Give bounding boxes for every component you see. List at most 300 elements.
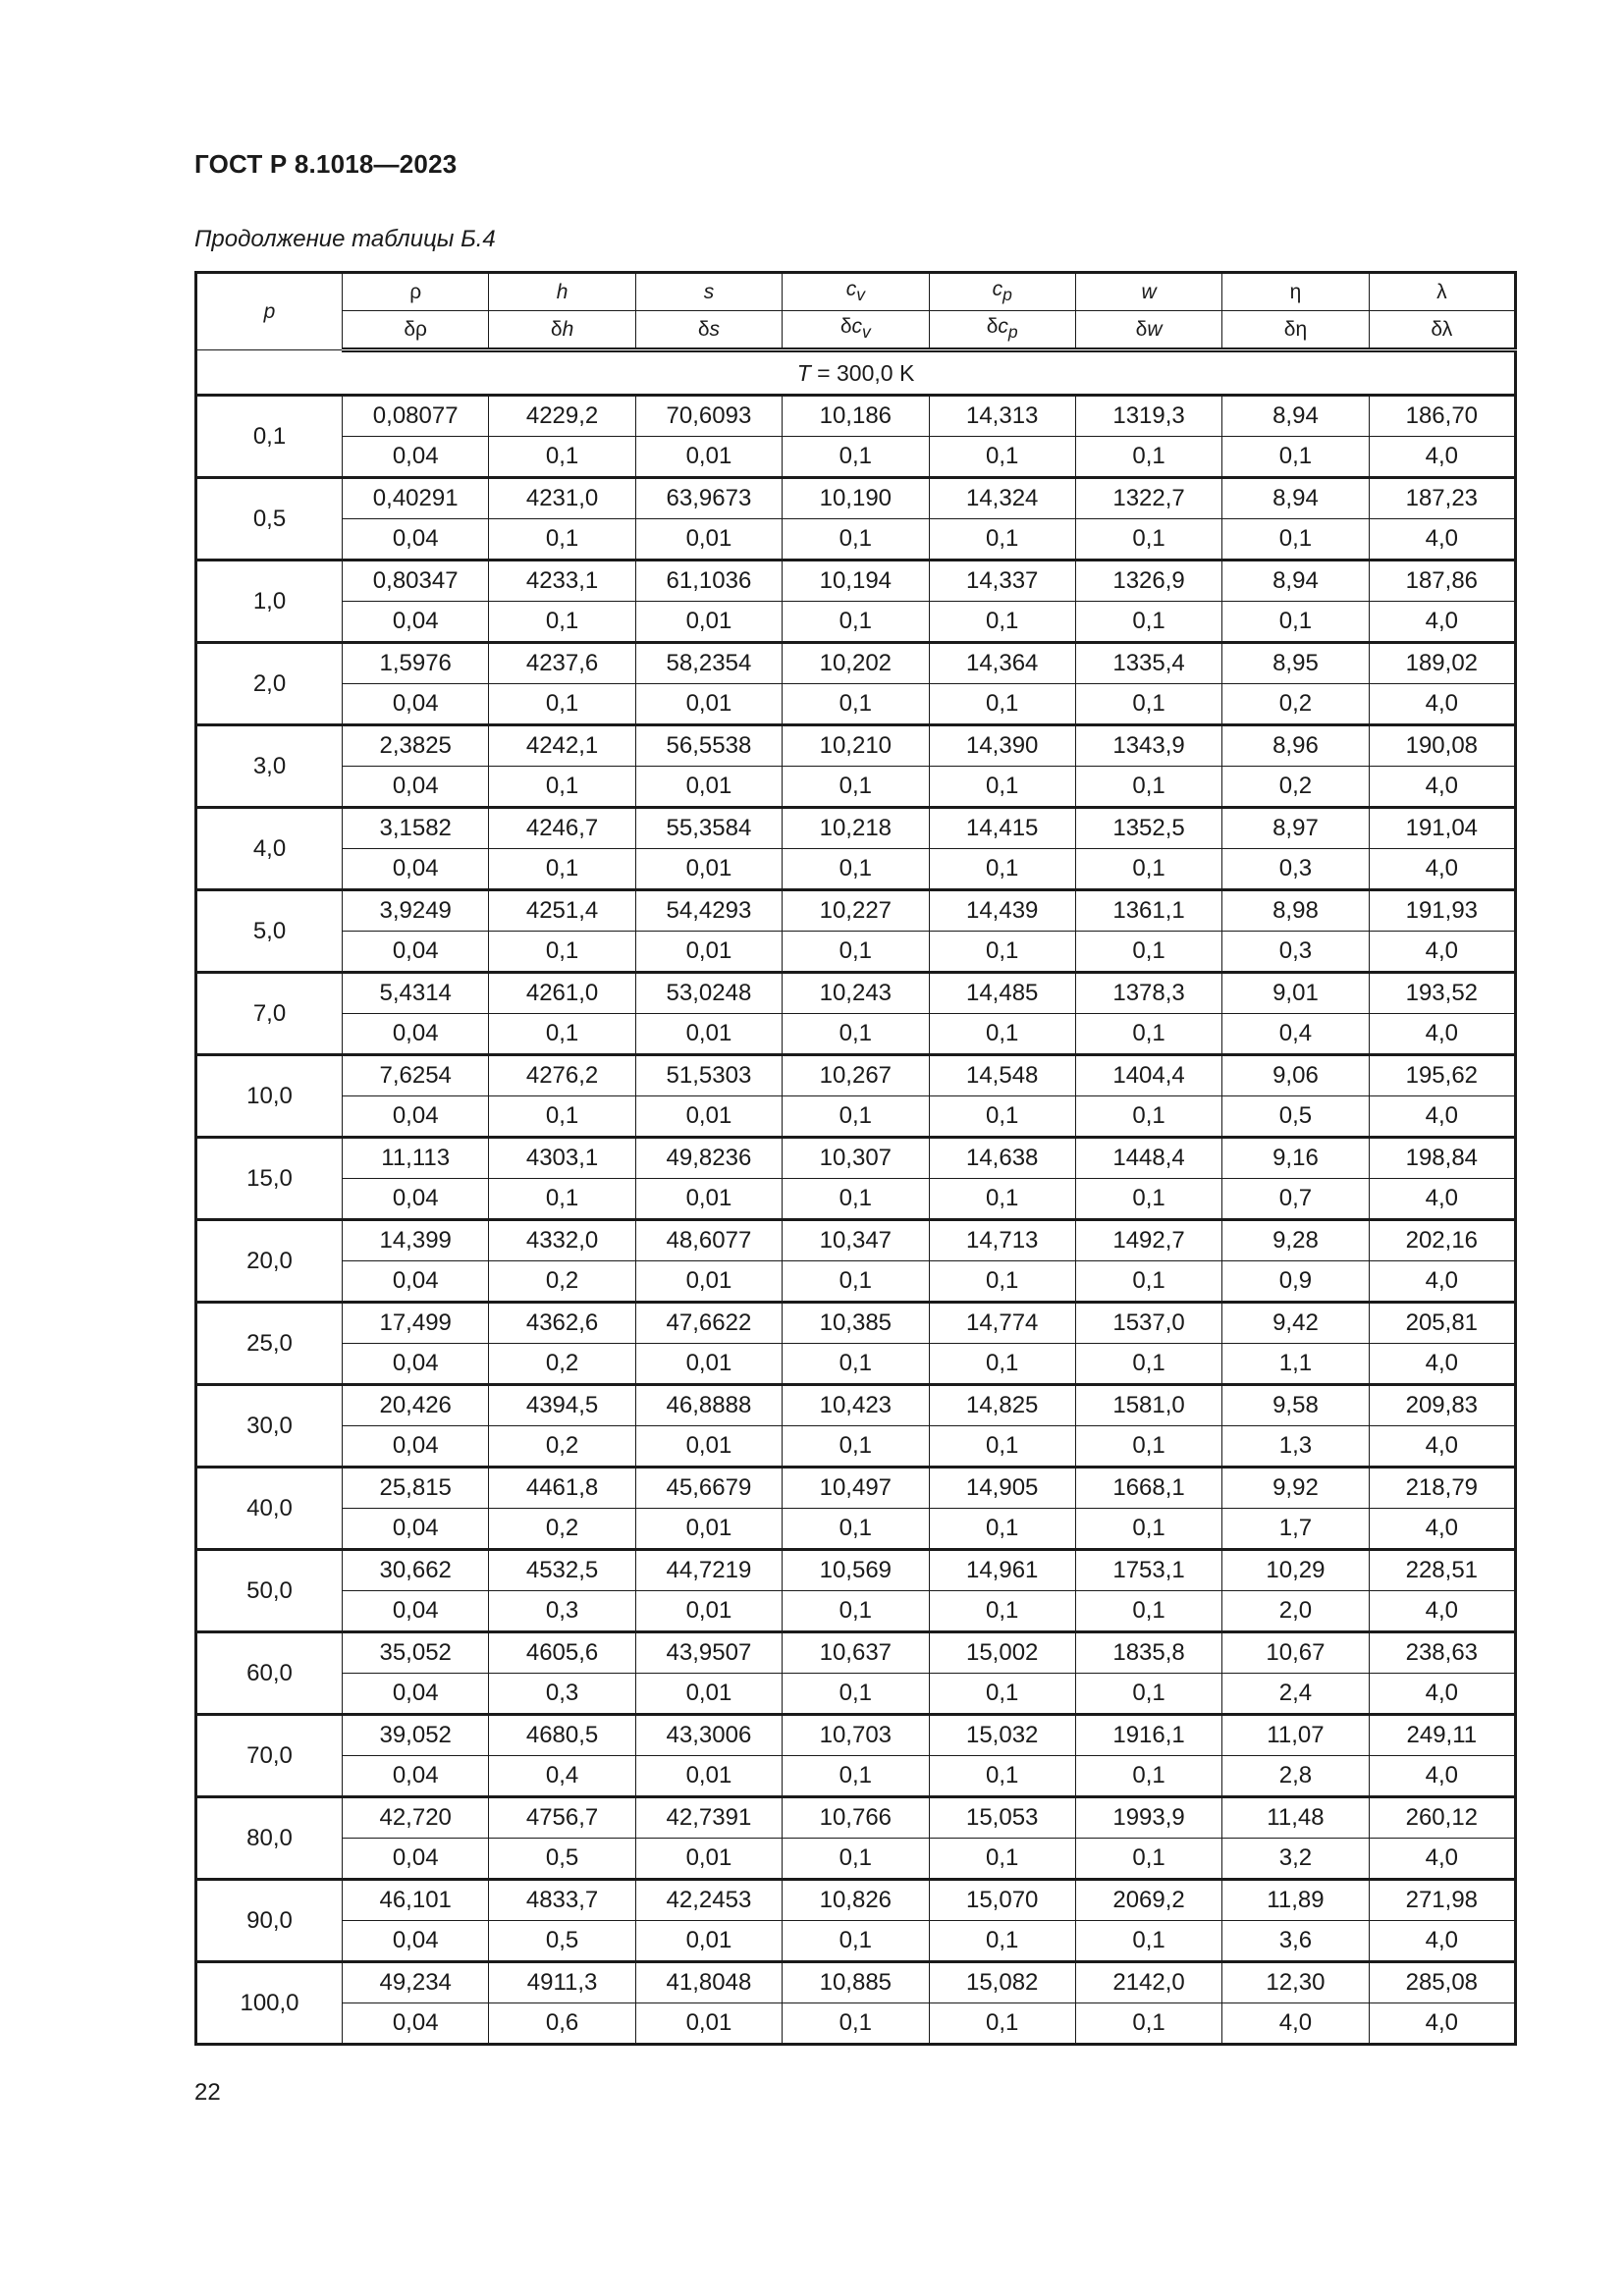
table-row-uncertainty: [196, 1096, 1516, 1138]
uncertainty-cell: 0,04: [343, 2003, 489, 2045]
pressure-cell: 15,0: [196, 1138, 343, 1220]
uncertainty-cell: 0,1: [929, 437, 1075, 478]
table-row: [196, 808, 1516, 849]
uncertainty-cell: 0,01: [635, 1344, 782, 1385]
value-cell: 9,28: [1222, 1220, 1369, 1261]
uncertainty-cell: 0,01: [635, 1096, 782, 1138]
uncertainty-cell: 0,1: [1075, 519, 1221, 561]
table-row-uncertainty: [196, 1674, 1516, 1715]
page-number: 22: [194, 2079, 221, 2106]
uncertainty-cell: 0,2: [489, 1426, 635, 1468]
uncertainty-cell: 0,1: [1075, 1591, 1221, 1632]
value-cell: 0,40291: [343, 478, 489, 519]
table-row: [196, 890, 1516, 932]
uncertainty-cell: 0,01: [635, 849, 782, 890]
value-cell: 10,347: [783, 1220, 929, 1261]
uncertainty-cell: 0,1: [1075, 1921, 1221, 1962]
value-cell: 11,113: [343, 1138, 489, 1179]
value-cell: 4680,5: [489, 1715, 635, 1756]
value-cell: 42,7391: [635, 1797, 782, 1839]
value-cell: 39,052: [343, 1715, 489, 1756]
document-code: ГОСТ Р 8.1018—2023: [194, 149, 458, 179]
uncertainty-cell: 0,6: [489, 2003, 635, 2045]
table-row-uncertainty: [196, 849, 1516, 890]
value-cell: 63,9673: [635, 478, 782, 519]
uncertainty-cell: 4,0: [1369, 519, 1515, 561]
uncertainty-cell: 0,04: [343, 1179, 489, 1220]
value-cell: 4251,4: [489, 890, 635, 932]
value-cell: 0,80347: [343, 561, 489, 602]
table-row-uncertainty: [196, 684, 1516, 725]
uncertainty-cell: 0,01: [635, 1509, 782, 1550]
uncertainty-cell: 0,04: [343, 1674, 489, 1715]
uncertainty-cell: 0,1: [489, 1179, 635, 1220]
uncertainty-cell: 4,0: [1369, 1674, 1515, 1715]
uncertainty-cell: 1,1: [1222, 1344, 1369, 1385]
uncertainty-cell: 0,04: [343, 1096, 489, 1138]
value-cell: 8,98: [1222, 890, 1369, 932]
uncertainty-cell: 0,1: [1075, 2003, 1221, 2045]
table-row: [196, 396, 1516, 437]
value-cell: 56,5538: [635, 725, 782, 767]
value-cell: 1668,1: [1075, 1468, 1221, 1509]
uncertainty-cell: 0,1: [783, 1179, 929, 1220]
uncertainty-cell: 4,0: [1369, 1344, 1515, 1385]
uncertainty-cell: 0,2: [1222, 767, 1369, 808]
value-cell: 10,637: [783, 1632, 929, 1674]
table-row: [196, 478, 1516, 519]
value-cell: 53,0248: [635, 973, 782, 1014]
uncertainty-cell: 0,2: [489, 1261, 635, 1303]
value-cell: 70,6093: [635, 396, 782, 437]
uncertainty-cell: 0,1: [783, 1014, 929, 1055]
uncertainty-cell: 0,1: [929, 1839, 1075, 1880]
header-pressure: p: [196, 273, 343, 350]
table-row-uncertainty: [196, 1344, 1516, 1385]
value-cell: 1361,1: [1075, 890, 1221, 932]
temperature-band-row: [196, 350, 1516, 396]
value-cell: 190,08: [1369, 725, 1515, 767]
uncertainty-cell: 0,1: [783, 849, 929, 890]
uncertainty-cell: 0,1: [1075, 849, 1221, 890]
value-cell: 4461,8: [489, 1468, 635, 1509]
value-cell: 10,190: [783, 478, 929, 519]
value-cell: 4394,5: [489, 1385, 635, 1426]
value-cell: 9,58: [1222, 1385, 1369, 1426]
value-cell: 228,51: [1369, 1550, 1515, 1591]
uncertainty-cell: 4,0: [1369, 1509, 1515, 1550]
uncertainty-cell: 0,3: [1222, 932, 1369, 973]
table-row: [196, 1550, 1516, 1591]
pressure-cell: 70,0: [196, 1715, 343, 1797]
value-cell: 2069,2: [1075, 1880, 1221, 1921]
value-cell: 14,774: [929, 1303, 1075, 1344]
value-cell: 187,23: [1369, 478, 1515, 519]
value-cell: 14,485: [929, 973, 1075, 1014]
value-cell: 1322,7: [1075, 478, 1221, 519]
value-cell: 10,826: [783, 1880, 929, 1921]
value-cell: 249,11: [1369, 1715, 1515, 1756]
uncertainty-cell: 0,01: [635, 2003, 782, 2045]
uncertainty-cell: 0,04: [343, 1756, 489, 1797]
value-cell: 11,07: [1222, 1715, 1369, 1756]
value-cell: 1335,4: [1075, 643, 1221, 684]
uncertainty-cell: 4,0: [1369, 437, 1515, 478]
table-row-uncertainty: [196, 1261, 1516, 1303]
value-cell: 191,93: [1369, 890, 1515, 932]
value-cell: 14,825: [929, 1385, 1075, 1426]
table-row-uncertainty: [196, 2003, 1516, 2045]
value-cell: 10,243: [783, 973, 929, 1014]
uncertainty-cell: 4,0: [1369, 2003, 1515, 2045]
value-cell: 238,63: [1369, 1632, 1515, 1674]
table-row-uncertainty: [196, 932, 1516, 973]
table-row: [196, 1962, 1516, 2003]
uncertainty-cell: 2,4: [1222, 1674, 1369, 1715]
uncertainty-cell: 0,2: [1222, 684, 1369, 725]
value-cell: 4532,5: [489, 1550, 635, 1591]
pressure-cell: 5,0: [196, 890, 343, 973]
uncertainty-cell: 0,01: [635, 1921, 782, 1962]
uncertainty-cell: 0,1: [929, 1591, 1075, 1632]
table-row-uncertainty: [196, 437, 1516, 478]
value-cell: 42,720: [343, 1797, 489, 1839]
table-row-uncertainty: [196, 602, 1516, 643]
value-cell: 46,8888: [635, 1385, 782, 1426]
value-cell: 1343,9: [1075, 725, 1221, 767]
uncertainty-cell: 0,1: [1075, 1096, 1221, 1138]
table-row-uncertainty: [196, 1426, 1516, 1468]
value-cell: 9,42: [1222, 1303, 1369, 1344]
header-unc-0: δρ: [343, 311, 489, 350]
uncertainty-cell: 0,1: [783, 1839, 929, 1880]
uncertainty-cell: 0,1: [929, 1756, 1075, 1797]
header-unc-2: δs: [635, 311, 782, 350]
value-cell: 14,415: [929, 808, 1075, 849]
uncertainty-cell: 0,4: [1222, 1014, 1369, 1055]
uncertainty-cell: 0,1: [783, 1344, 929, 1385]
uncertainty-cell: 0,5: [489, 1839, 635, 1880]
uncertainty-cell: 4,0: [1369, 932, 1515, 973]
value-cell: 14,961: [929, 1550, 1075, 1591]
value-cell: 186,70: [1369, 396, 1515, 437]
pressure-cell: 0,5: [196, 478, 343, 561]
value-cell: 1319,3: [1075, 396, 1221, 437]
temperature-band-label: T = 300,0 K: [196, 350, 1516, 396]
value-cell: 10,423: [783, 1385, 929, 1426]
table-row: [196, 1055, 1516, 1096]
uncertainty-cell: 0,01: [635, 1014, 782, 1055]
uncertainty-cell: 4,0: [1369, 1591, 1515, 1632]
uncertainty-cell: 0,1: [783, 1509, 929, 1550]
value-cell: 10,497: [783, 1468, 929, 1509]
table-row-uncertainty: [196, 767, 1516, 808]
table-row: [196, 1797, 1516, 1839]
pressure-cell: 20,0: [196, 1220, 343, 1303]
value-cell: 4276,2: [489, 1055, 635, 1096]
uncertainty-cell: 0,1: [783, 767, 929, 808]
value-cell: 14,390: [929, 725, 1075, 767]
value-cell: 4242,1: [489, 725, 635, 767]
value-cell: 205,81: [1369, 1303, 1515, 1344]
uncertainty-cell: 0,01: [635, 1674, 782, 1715]
value-cell: 1993,9: [1075, 1797, 1221, 1839]
uncertainty-cell: 0,1: [929, 1179, 1075, 1220]
value-cell: 3,1582: [343, 808, 489, 849]
pressure-cell: 0,1: [196, 396, 343, 478]
value-cell: 10,307: [783, 1138, 929, 1179]
uncertainty-cell: 0,1: [1075, 602, 1221, 643]
uncertainty-cell: 0,1: [929, 1426, 1075, 1468]
value-cell: 10,703: [783, 1715, 929, 1756]
uncertainty-cell: 0,1: [783, 2003, 929, 2045]
value-cell: 195,62: [1369, 1055, 1515, 1096]
table-row: [196, 1220, 1516, 1261]
uncertainty-cell: 0,04: [343, 1839, 489, 1880]
value-cell: 260,12: [1369, 1797, 1515, 1839]
value-cell: 4229,2: [489, 396, 635, 437]
table-row: [196, 1385, 1516, 1426]
value-cell: 209,83: [1369, 1385, 1515, 1426]
uncertainty-cell: 0,3: [489, 1674, 635, 1715]
value-cell: 202,16: [1369, 1220, 1515, 1261]
uncertainty-cell: 0,1: [929, 684, 1075, 725]
table-caption: Продолжение таблицы Б.4: [194, 226, 496, 252]
value-cell: 1581,0: [1075, 1385, 1221, 1426]
value-cell: 4833,7: [489, 1880, 635, 1921]
header-value-6: η: [1222, 273, 1369, 311]
table-row-uncertainty: [196, 1509, 1516, 1550]
uncertainty-cell: 0,04: [343, 1591, 489, 1632]
value-cell: 8,96: [1222, 725, 1369, 767]
value-cell: 4332,0: [489, 1220, 635, 1261]
value-cell: 49,8236: [635, 1138, 782, 1179]
uncertainty-cell: 0,1: [929, 519, 1075, 561]
pressure-cell: 2,0: [196, 643, 343, 725]
value-cell: 51,5303: [635, 1055, 782, 1096]
uncertainty-cell: 0,2: [489, 1509, 635, 1550]
uncertainty-cell: 0,1: [783, 1096, 929, 1138]
value-cell: 10,227: [783, 890, 929, 932]
uncertainty-cell: 0,1: [929, 932, 1075, 973]
value-cell: 14,905: [929, 1468, 1075, 1509]
uncertainty-cell: 0,1: [1075, 1509, 1221, 1550]
uncertainty-cell: 0,01: [635, 1839, 782, 1880]
value-cell: 8,94: [1222, 396, 1369, 437]
value-cell: 1492,7: [1075, 1220, 1221, 1261]
uncertainty-cell: 4,0: [1369, 1096, 1515, 1138]
value-cell: 4237,6: [489, 643, 635, 684]
uncertainty-cell: 0,1: [1075, 1014, 1221, 1055]
uncertainty-cell: 0,1: [1075, 1839, 1221, 1880]
value-cell: 25,815: [343, 1468, 489, 1509]
value-cell: 1352,5: [1075, 808, 1221, 849]
uncertainty-cell: 0,2: [489, 1344, 635, 1385]
table-row-uncertainty: [196, 1756, 1516, 1797]
uncertainty-cell: 4,0: [1369, 602, 1515, 643]
header-unc-6: δη: [1222, 311, 1369, 350]
value-cell: 14,548: [929, 1055, 1075, 1096]
value-cell: 198,84: [1369, 1138, 1515, 1179]
uncertainty-cell: 0,1: [489, 602, 635, 643]
uncertainty-cell: 4,0: [1369, 1839, 1515, 1880]
uncertainty-cell: 0,1: [783, 932, 929, 973]
value-cell: 55,3584: [635, 808, 782, 849]
uncertainty-cell: 0,04: [343, 767, 489, 808]
uncertainty-cell: 2,8: [1222, 1756, 1369, 1797]
uncertainty-cell: 0,04: [343, 1921, 489, 1962]
value-cell: 4261,0: [489, 973, 635, 1014]
table-row: [196, 1303, 1516, 1344]
pressure-cell: 90,0: [196, 1880, 343, 1962]
uncertainty-cell: 0,5: [489, 1921, 635, 1962]
value-cell: 8,94: [1222, 478, 1369, 519]
value-cell: 10,385: [783, 1303, 929, 1344]
value-cell: 15,002: [929, 1632, 1075, 1674]
uncertainty-cell: 0,1: [489, 767, 635, 808]
value-cell: 43,9507: [635, 1632, 782, 1674]
value-cell: 10,885: [783, 1962, 929, 2003]
uncertainty-cell: 0,1: [783, 1261, 929, 1303]
value-cell: 4911,3: [489, 1962, 635, 2003]
table-row-uncertainty: [196, 1179, 1516, 1220]
uncertainty-cell: 0,1: [929, 1344, 1075, 1385]
value-cell: 1448,4: [1075, 1138, 1221, 1179]
uncertainty-cell: 0,04: [343, 1509, 489, 1550]
uncertainty-cell: 0,01: [635, 1426, 782, 1468]
pressure-cell: 7,0: [196, 973, 343, 1055]
uncertainty-cell: 0,04: [343, 519, 489, 561]
pressure-cell: 3,0: [196, 725, 343, 808]
table-row-uncertainty: [196, 1839, 1516, 1880]
value-cell: 14,364: [929, 643, 1075, 684]
value-cell: 8,97: [1222, 808, 1369, 849]
uncertainty-cell: 0,1: [1075, 437, 1221, 478]
pressure-cell: 1,0: [196, 561, 343, 643]
value-cell: 3,9249: [343, 890, 489, 932]
table-row: [196, 1715, 1516, 1756]
uncertainty-cell: 0,04: [343, 1426, 489, 1468]
header-unc-4: $\delta c_p$: [929, 311, 1075, 350]
value-cell: 47,6622: [635, 1303, 782, 1344]
uncertainty-cell: 0,04: [343, 1014, 489, 1055]
uncertainty-cell: 0,1: [929, 602, 1075, 643]
value-cell: 9,06: [1222, 1055, 1369, 1096]
pressure-cell: 50,0: [196, 1550, 343, 1632]
uncertainty-cell: 0,04: [343, 684, 489, 725]
value-cell: 1835,8: [1075, 1632, 1221, 1674]
value-cell: 189,02: [1369, 643, 1515, 684]
uncertainty-cell: 4,0: [1369, 1756, 1515, 1797]
uncertainty-cell: 0,1: [489, 932, 635, 973]
value-cell: 7,6254: [343, 1055, 489, 1096]
uncertainty-cell: 0,1: [929, 1674, 1075, 1715]
uncertainty-cell: 4,0: [1369, 684, 1515, 725]
value-cell: 4246,7: [489, 808, 635, 849]
value-cell: 10,202: [783, 643, 929, 684]
value-cell: 5,4314: [343, 973, 489, 1014]
uncertainty-cell: 0,04: [343, 602, 489, 643]
uncertainty-cell: 0,1: [783, 602, 929, 643]
value-cell: 187,86: [1369, 561, 1515, 602]
value-cell: 54,4293: [635, 890, 782, 932]
uncertainty-cell: 0,1: [1075, 1756, 1221, 1797]
value-cell: 61,1036: [635, 561, 782, 602]
uncertainty-cell: 4,0: [1369, 1261, 1515, 1303]
uncertainty-cell: 0,1: [1075, 1261, 1221, 1303]
pressure-cell: 60,0: [196, 1632, 343, 1715]
uncertainty-cell: 4,0: [1369, 1179, 1515, 1220]
uncertainty-cell: 3,2: [1222, 1839, 1369, 1880]
value-cell: 9,92: [1222, 1468, 1369, 1509]
uncertainty-cell: 0,1: [489, 1014, 635, 1055]
uncertainty-cell: 0,1: [1222, 437, 1369, 478]
value-cell: 35,052: [343, 1632, 489, 1674]
uncertainty-cell: 0,1: [489, 437, 635, 478]
uncertainty-cell: 0,1: [1075, 1179, 1221, 1220]
uncertainty-cell: 0,1: [929, 1014, 1075, 1055]
uncertainty-cell: 0,1: [1222, 519, 1369, 561]
value-cell: 4231,0: [489, 478, 635, 519]
header-row-uncertainties: [196, 311, 1516, 350]
uncertainty-cell: 0,1: [1222, 602, 1369, 643]
uncertainty-cell: 0,1: [929, 2003, 1075, 2045]
table-row: [196, 1138, 1516, 1179]
value-cell: 10,29: [1222, 1550, 1369, 1591]
value-cell: 30,662: [343, 1550, 489, 1591]
value-cell: 46,101: [343, 1880, 489, 1921]
table-row-uncertainty: [196, 1591, 1516, 1632]
table-row: [196, 1468, 1516, 1509]
header-value-7: λ: [1369, 273, 1515, 311]
header-unc-3: $\delta c_v$: [783, 311, 929, 350]
value-cell: 58,2354: [635, 643, 782, 684]
value-cell: 42,2453: [635, 1880, 782, 1921]
uncertainty-cell: 0,01: [635, 684, 782, 725]
value-cell: 15,070: [929, 1880, 1075, 1921]
header-value-3: $c_v$: [783, 273, 929, 311]
uncertainty-cell: 0,01: [635, 1591, 782, 1632]
uncertainty-cell: 0,1: [783, 1921, 929, 1962]
uncertainty-cell: 4,0: [1369, 1921, 1515, 1962]
value-cell: 10,766: [783, 1797, 929, 1839]
value-cell: 1326,9: [1075, 561, 1221, 602]
uncertainty-cell: 0,5: [1222, 1096, 1369, 1138]
uncertainty-cell: 0,1: [783, 1591, 929, 1632]
value-cell: 8,94: [1222, 561, 1369, 602]
value-cell: 14,713: [929, 1220, 1075, 1261]
uncertainty-cell: 0,1: [489, 1096, 635, 1138]
uncertainty-cell: 0,1: [929, 1509, 1075, 1550]
value-cell: 9,01: [1222, 973, 1369, 1014]
value-cell: 10,218: [783, 808, 929, 849]
value-cell: 4303,1: [489, 1138, 635, 1179]
uncertainty-cell: 0,01: [635, 767, 782, 808]
uncertainty-cell: 0,01: [635, 519, 782, 561]
pressure-cell: 4,0: [196, 808, 343, 890]
uncertainty-cell: 0,04: [343, 932, 489, 973]
value-cell: 14,638: [929, 1138, 1075, 1179]
table-row-uncertainty: [196, 1014, 1516, 1055]
uncertainty-cell: 0,1: [783, 1756, 929, 1797]
value-cell: 10,210: [783, 725, 929, 767]
value-cell: 10,267: [783, 1055, 929, 1096]
uncertainty-cell: 0,1: [929, 767, 1075, 808]
value-cell: 48,6077: [635, 1220, 782, 1261]
pressure-cell: 100,0: [196, 1962, 343, 2045]
header-unc-1: δh: [489, 311, 635, 350]
uncertainty-cell: 4,0: [1369, 1426, 1515, 1468]
